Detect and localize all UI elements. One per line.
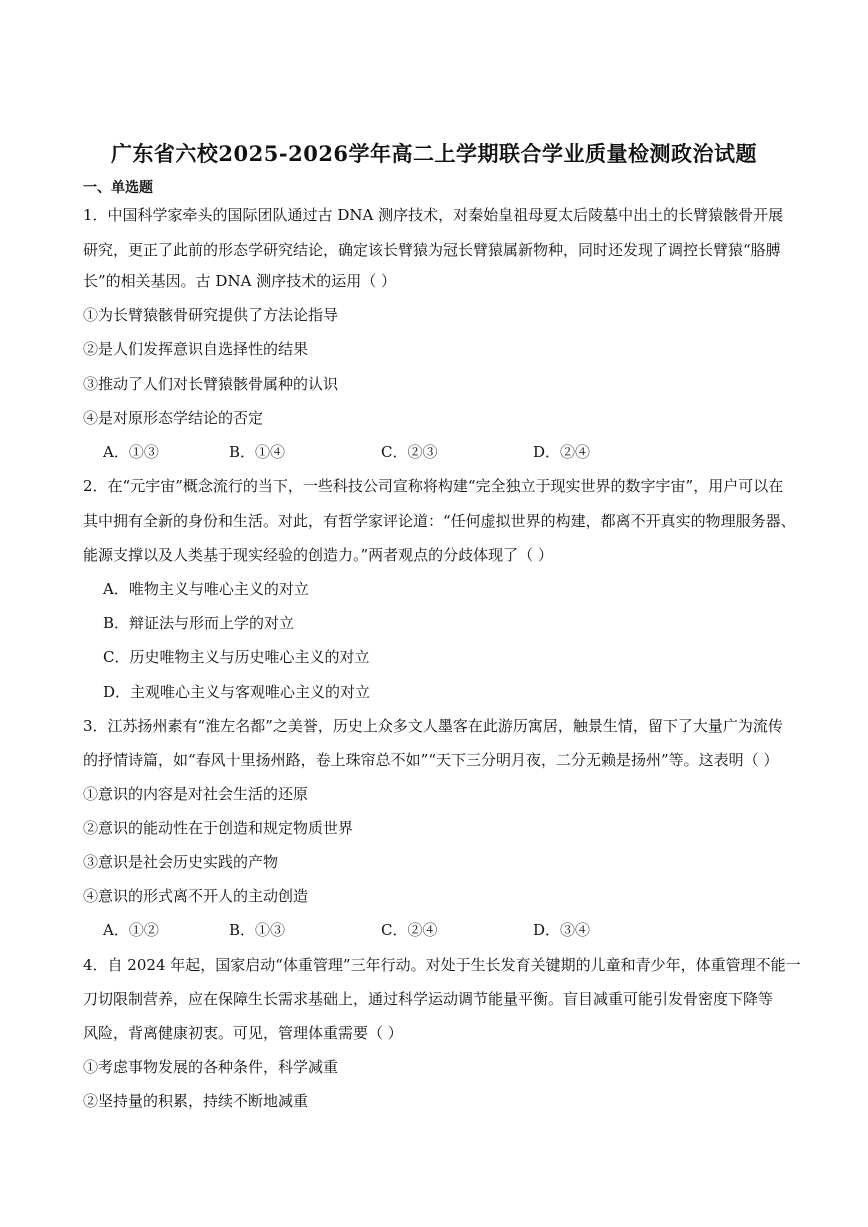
q4-stem-line-1: 4．自 2024 年起，国家启动“体重管理”三年行动。对处于生长发育关键期的儿童和青少年，体重管理不能一 [83, 956, 801, 974]
q2-option-c[interactable]: C．历史唯物主义与历史唯心主义的对立 [103, 648, 370, 666]
q4-item-1: ①考虑事物发展的各种条件，科学减重 [83, 1058, 339, 1076]
q4-item-2: ②坚持量的积累，持续不断地减重 [83, 1092, 309, 1110]
q3-option-b[interactable]: B．①③ [229, 921, 286, 939]
q3-item-4: ④意识的形式离不开人的主动创造 [83, 887, 309, 905]
q1-stem-line-3: 长”的相关基因。古 DNA 测序技术的运用（ ） [83, 272, 396, 290]
q3-stem-line-2: 的抒情诗篇，如“春风十里扬州路，卷上珠帘总不如”“天下三分明月夜，二分无赖是扬州”等。这表明（ ） [83, 751, 779, 769]
q1-item-4: ④是对原形态学结论的否定 [83, 409, 264, 427]
q3-stem-line-1: 3．江苏扬州素有“淮左名都”之美誉，历史上众多文人墨客在此游历寓居，触景生情，留下了大量广为流传 [83, 717, 783, 735]
q3-item-2: ②意识的能动性在于创造和规定物质世界 [83, 819, 354, 837]
q1-item-2: ②是人们发挥意识自选择性的结果 [83, 340, 309, 358]
q2-stem-line-3: 能源支撑以及人类基于现实经验的创造力。”两者观点的分歧体现了（ ） [83, 546, 553, 564]
q2-option-b[interactable]: B．辩证法与形而上学的对立 [103, 614, 295, 632]
q1-option-b[interactable]: B．①④ [229, 443, 286, 461]
q1-option-c[interactable]: C．②③ [381, 443, 438, 461]
q2-stem-line-2: 其中拥有全新的身份和生活。对此，有哲学家评论道：“任何虚拟世界的构建，都离不开真实的物理服务器、 [83, 512, 796, 530]
q2-option-a[interactable]: A．唯物主义与唯心主义的对立 [103, 580, 309, 598]
q3-option-a[interactable]: A．①② [103, 921, 159, 939]
q1-option-a[interactable]: A．①③ [103, 443, 159, 461]
q3-option-c[interactable]: C．②④ [381, 921, 438, 939]
q1-item-1: ①为长臂猿骸骨研究提供了方法论指导 [83, 306, 339, 324]
q2-option-d[interactable]: D．主观唯心主义与客观唯心主义的对立 [103, 683, 371, 701]
q2-stem-line-1: 2．在“元宇宙”概念流行的当下，一些科技公司宣称将构建“完全独立于现实世界的数字宇宙”，用户可以在 [83, 477, 784, 495]
q1-item-3: ③推动了人们对长臂猿骸骨属种的认识 [83, 375, 339, 393]
document-title: 广东省六校2025-2026学年高二上学期联合学业质量检测政治试题 [110, 141, 758, 166]
q1-stem-line-2: 研究，更正了此前的形态学研究结论，确定该长臂猿为冠长臂猿属新物种，同时还发现了调控长臂猿“胳膊 [83, 241, 781, 259]
q4-stem-line-2: 刀切限制营养，应在保障生长需求基础上，通过科学运动调节能量平衡。盲目减重可能引发骨密度下降等 [83, 990, 774, 1008]
q3-item-1: ①意识的内容是对社会生活的还原 [83, 785, 309, 803]
q3-option-d[interactable]: D．③④ [533, 921, 591, 939]
q1-stem-line-1: 1．中国科学家牵头的国际团队通过古 DNA 测序技术，对秦始皇祖母夏太后陵墓中出土的长臂猿骸骨开展 [83, 206, 784, 224]
q4-stem-line-3: 风险，背离健康初衷。可见，管理体重需要（ ） [83, 1024, 403, 1042]
q1-option-d[interactable]: D．②④ [533, 443, 591, 461]
section-heading: 一、单选题 [83, 180, 153, 196]
q3-item-3: ③意识是社会历史实践的产物 [83, 853, 279, 871]
